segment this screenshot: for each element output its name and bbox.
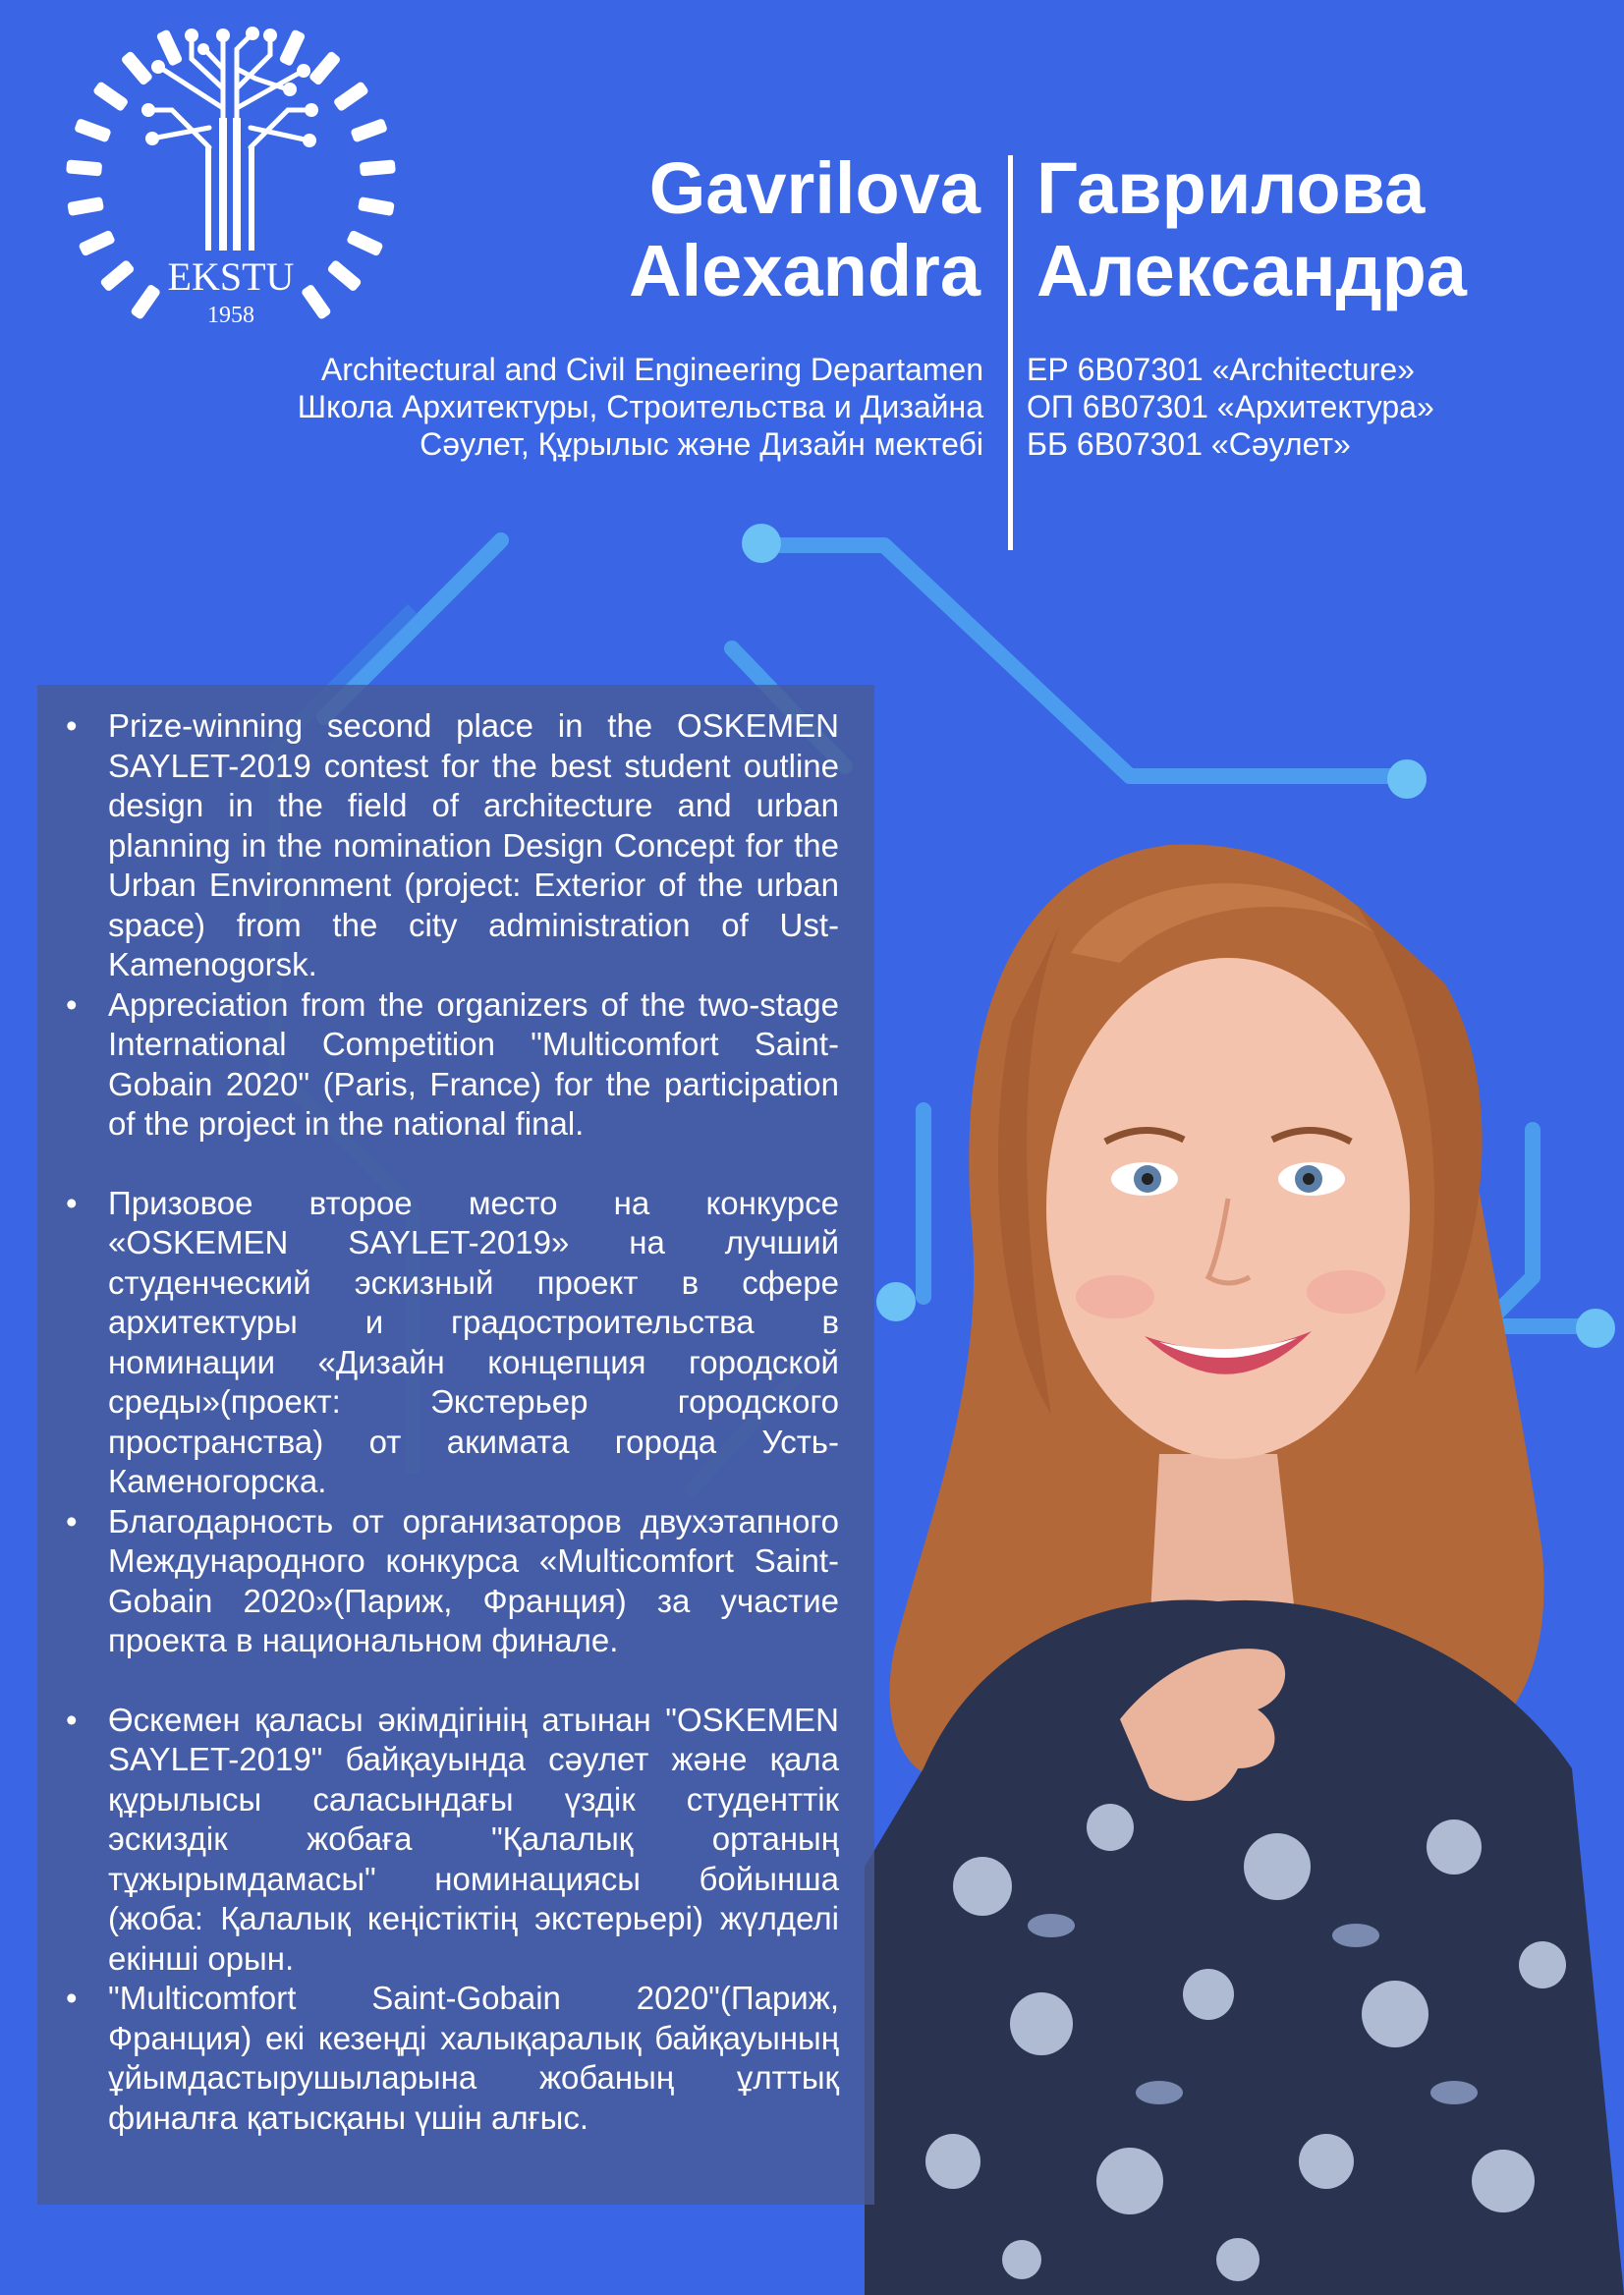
department-line: Школа Архитектуры, Строительства и Дизайна xyxy=(297,389,983,424)
program-line: ББ 6В07301 «Сәулет» xyxy=(1027,426,1351,462)
name-latin xyxy=(629,147,980,312)
surname-cyrillic: Гаврилова xyxy=(1036,147,1426,229)
achievements-russian xyxy=(108,1184,839,1661)
department-line: Architectural and Civil Engineering Departamen xyxy=(320,352,983,387)
achievement-item: • Өскемен қаласы әкімдігінің атынан "OSKEMEN SAYLET-2019" байқауында сәулет және қала құрылысы саласындағы үздік студенттік эскиздік жобаға "Қалалық ортаның тұжырымдамасы" номинациясы бойынша (жоба: Қалалық кеңістіктің экстерьері) жүлделі екінші орын. xyxy=(108,1701,839,1980)
department-line: Сәулет, Құрылыс және Дизайн мектебі xyxy=(420,426,983,462)
achievement-item: • Prize-winning second place in the OSKEMEN SAYLET-2019 contest for the best student outline design in the field of architecture and urban planning in the nomination Design Concept for the Urban Environment (project: Exterior of the urban space) from the city administration of Ust-Kamenogorsk. xyxy=(108,706,839,985)
program-line: ОП 6В07301 «Архитектура» xyxy=(1027,389,1434,424)
achievement-item: • Благодарность от организаторов двухэтапного Международного конкурса «Multicomfort Saint-Gobain 2020»(Париж, Франция) за участие проекта в национальном финале. xyxy=(108,1502,839,1661)
logo-year: 1958 xyxy=(207,303,254,328)
achievement-item: • Призовое второе место на конкурсе «OSKEMEN SAYLET-2019» на лучший студенческий эскизный проект в сфере архитектуры и градостроительства в номинации «Дизайн концепция городской среды»(проект: Экстерьер городского пространства) от акимата города Усть-Каменогорска. xyxy=(108,1184,839,1502)
vertical-divider xyxy=(1008,155,1013,550)
ekstu-logo-icon xyxy=(44,10,418,354)
logo-abbr: EKSTU xyxy=(167,254,295,299)
student-portrait xyxy=(865,786,1624,2295)
achievement-item: • "Multicomfort Saint-Gobain 2020"(Париж, Франция) екі кезеңді халықаралық байқауының ұйымдастырушыларына жобаның ұлттық финалға қатысқаны үшін алғыс. xyxy=(108,1979,839,2138)
name-cyrillic xyxy=(1036,147,1467,312)
achievements-english xyxy=(108,706,839,1145)
program-info xyxy=(1027,351,1434,463)
program-line: ЕР 6В07301 «Architecture» xyxy=(1027,352,1415,387)
achievements-panel xyxy=(37,685,874,2205)
department-info xyxy=(298,351,983,463)
achievements-kazakh xyxy=(108,1701,839,2139)
given-name-cyrillic: Александра xyxy=(1036,230,1467,311)
given-name-latin: Alexandra xyxy=(629,230,980,311)
surname-latin: Gavrilova xyxy=(648,147,980,229)
achievement-item: • Appreciation from the organizers of the two-stage International Competition "Multicomfort Saint-Gobain 2020" (Paris, France) for the participation of the project in the national final. xyxy=(108,985,839,1145)
